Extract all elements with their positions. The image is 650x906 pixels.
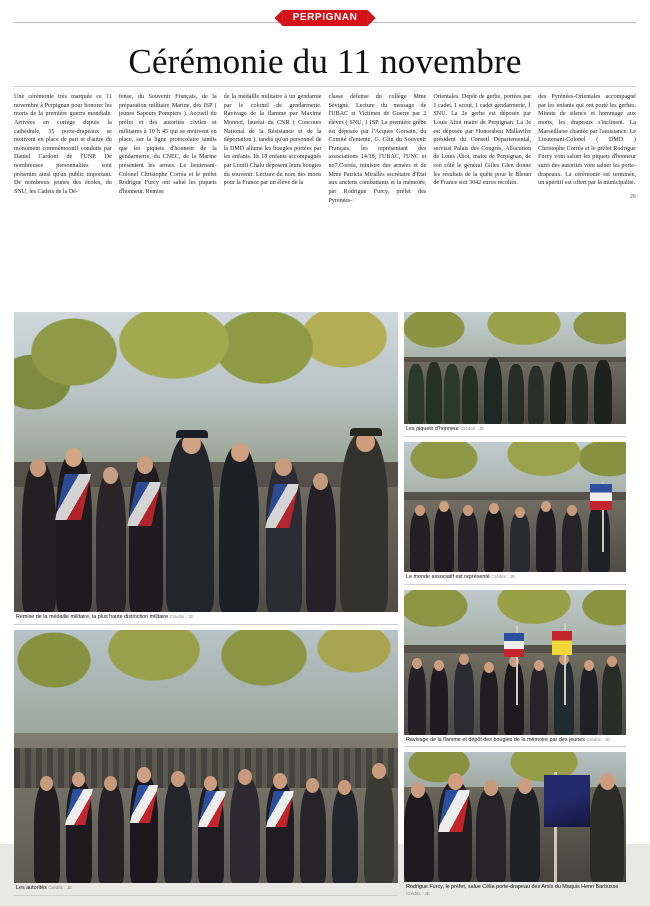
photo-caption-piquets [404,424,626,437]
article-column-5 [433,93,531,305]
photo-prefet-porte-drapeau [404,752,626,882]
kicker-label: PERPIGNAN [283,10,368,26]
article-column-2 [119,93,217,305]
article-column-6 [538,93,636,305]
caption-text: Ravivage de la flamme et dépôt des bougies de la mémoire par des jeunes [406,736,585,743]
caption-credit: Crédits : JE [169,614,194,619]
headline-rule [14,86,636,87]
caption-credit: Crédits : JE [460,426,485,431]
photo-ravivage-flamme [404,590,626,735]
kicker-right-arrow-icon [367,10,375,26]
photo-block-autorites [14,630,398,896]
photo-caption-autorites [14,883,398,896]
article-body [14,93,636,305]
caption-text: Rodrigue Furcy, le préfet, salue Célia porte-drapeau des Amis du Maquis Henri Barbusse [406,884,619,891]
article-paragraph: classe défense du collège Mme Sévigné. Lecture du message de l'UBAC et Victimes de Guerre par 2 élèves ( SNU, 1 ISP. La première grêbe est déposée par l'Acques Gorsain, du Comité d'entente, G. Glin du Souvenir Français, les représentant des associations 14/18, l'UBAC, l'UNC et no7.Corréa, ministre des armées et de Mme Patricia Mirallès secrétaire d'État aux anciens combattants et la mémoire, par Rodrigue Furcy, préfet des Pyrénées- [328,94,427,204]
article-paragraph: Une cérémonie très marquée ce 11 novembre à Perpignan pour honorer les morts de la première guerre mondiale. Arrivées en cortège depuis la cathédrale, 35 porte-drapeaux se motivent en place de part et d'autre du monument commémoratif conduits par Daniel Cardoni de l'UNP. De nombreuses personnalités sont présentes ainsi qu'un public important. De nombreux jeunes des écoles, du SNU, les Cadets de la Dé- [14,94,112,196]
caption-credit: Crédits : JE [586,736,611,742]
article-column-1 [14,93,112,305]
article-column-4 [328,93,426,305]
photo-caption-flamme [404,735,626,748]
section-kicker [275,10,376,26]
photo-caption-associatif [404,572,626,585]
caption-credit: Crédits : JE [48,884,73,890]
caption-credit: Crédits : JE [491,573,516,579]
photo-les-autorites [14,630,398,883]
article-paragraph: de la médaille militaire à un gendarme par le colonel de gendarmerie. Ravivage de la flamme par Maxime Monnot, lauréat du CNR ( Concours National de la Résistance et de la déportation ), tandis qu'un personnel de la DMD allume les bougies portées par les enfants. Ils 18 enfants accompagnés par Loutfi Chalu déposent leurs bougies du souvenir. Lecture du nom des morts pour la France par un élève de la [223,94,322,187]
page-number: 26 [629,194,636,201]
page-title: Cérémonie du 11 novembre [128,42,522,81]
photo-caption-prefet [404,882,626,901]
caption-text: Le monde associatif est représenté [406,573,490,580]
photo-block-associatif [404,442,626,585]
photo-medaille-militaire [14,312,398,612]
article-paragraph: des Pyrénées-Orientales accompagné par les enfants qui ont porté les gerbes. Minute de silence et hommage aux morts, les drapeaux s'inclinent. La Marseillaise chantée par l'assistance. Le Lieutenant-Colonel ( DMD ) Christophe Corréa et le préfet Rodrigue Furcy vont saluer les piquets d'honneur suivi des autorités vont saluer les porte-drapeaux. La cérémonie est terminée, un apéritif est offert par la municipalité. [538,94,636,187]
masthead [14,10,636,36]
caption-text: Les piquets d'honneur [406,426,459,432]
caption-text: Les autorités [16,884,47,891]
caption-text: Remise de la médaille militaire, la plus haute distinction militaire [16,614,169,620]
photo-caption-medaille [14,612,398,625]
photo-block-flamme [404,590,626,748]
article-column-3 [224,93,322,305]
caption-credit: Crédits : JE [406,891,430,896]
photo-piquets-honneur [404,312,626,424]
photo-monde-associatif [404,442,626,572]
photo-block-medaille [14,312,398,625]
article-paragraph: fense, du Souvenir Français, de la préparation militaire Marine, des ISP ( jeunes Sapeurs Pompiers ). Accueil du préfet et des autorités civiles et militaires à 10 h 45 qui se motivent en place, sur la ligne protocolaire tandis que les piquets d'honneur de la gendarmerie, du CNEC, de la Marine présentent les armes. Le lieutenant-Colonel Christophe Corréa et le préfet Rodrigue Furcy ont salué les piquets d'honneur. Remise [118,94,217,196]
photo-block-prefet [404,752,626,901]
photo-block-piquets [404,312,626,437]
kicker-left-arrow-icon [275,10,283,26]
photo-column-left [14,312,398,906]
photo-grid [14,312,636,906]
article-paragraph: Orientales. Dépôt de gerbe, portées par 1 cadet, 1 scout, 1 cadet gendarmerie, 1 SNU. La 2e gerbe est déposée par Louis Aliot maire de Perpignan. La 3e est déposée par Honorabeu Mallavilre président du Conseil Départemental, servissi Palais des Congrès, Allocution de Louis Aliot, maire de Perpignan, de son côté le général Gilles Glen donne les résultats de la quête pour le Bleuet de France soit 3042 euros récoltés. [433,94,532,187]
photo-column-right [404,312,626,906]
